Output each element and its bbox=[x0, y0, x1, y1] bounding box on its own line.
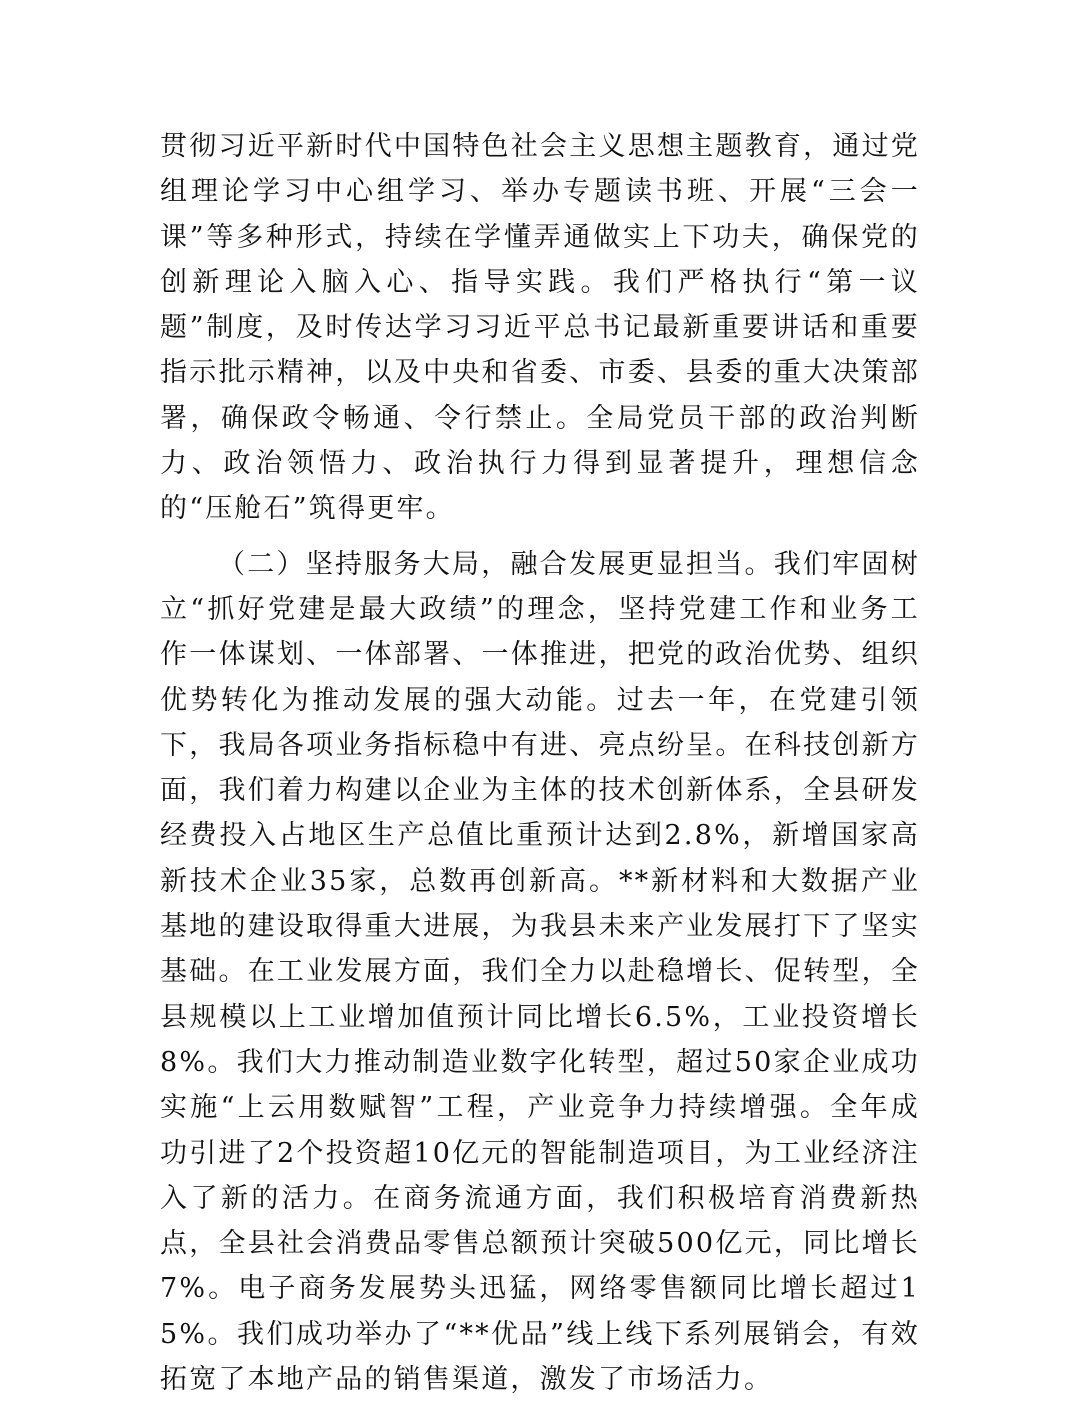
paragraph-section-two: （二）坚持服务大局，融合发展更显担当。我们牢固树立“抓好党建是最大政绩”的理念，坚持党建工作和业务工作一体谋划、一体部署、一体推进，把党的政治优势、组织优势转化为推动发展的强大动能。过去一年，在党建引领下，我局各项业务指标稳中有进、亮点纷呈。在科技创新方面，我们着力构建以企业为主体的技术创新体系，全县研发经费投入占地区生产总值比重预计达到2.8%，新增国家高新技术企业35家，总数再创新高。**新材料和大数据产业基地的建设取得重大进展，为我县未来产业发展打下了坚实基础。在工业发展方面，我们全力以赴稳增长、促转型，全县规模以上工业增加值预计同比增长6.5%，工业投资增长8%。我们大力推动制造业数字化转型，超过50家企业成功实施“上云用数赋智”工程，产业竞争力持续增强。全年成功引进了2个投资超10亿元的智能制造项目，为工业经济注入了新的活力。在商务流通方面，我们积极培育消费新热点，全县社会消费品零售总额预计突破500亿元，同比增长7%。电子商务发展势头迅猛，网络零售额同比增长超过15%。我们成功举办了“**优品”线上线下系列展销会，有效拓宽了本地产品的销售渠道，激发了市场活力。 bbox=[160, 548, 920, 1396]
paragraph-continuation: 贯彻习近平新时代中国特色社会主义思想主题教育，通过党组理论学习中心组学习、举办专题读书班、开展“三会一课”等多种形式，持续在学懂弄通做实上下功夫，确保党的创新理论入脑入心、指导实践。我们严格执行“第一议题”制度，及时传达学习习近平总书记最新重要讲话和重要指示批示精神，以及中央和省委、市委、县委的重大决策部署，确保政令畅通、令行禁止。全局党员干部的政治判断力、政治领悟力、政治执行力得到显著提升，理想信念的“压舱石”筑得更牢。 bbox=[160, 131, 920, 525]
document-page bbox=[160, 124, 920, 1402]
